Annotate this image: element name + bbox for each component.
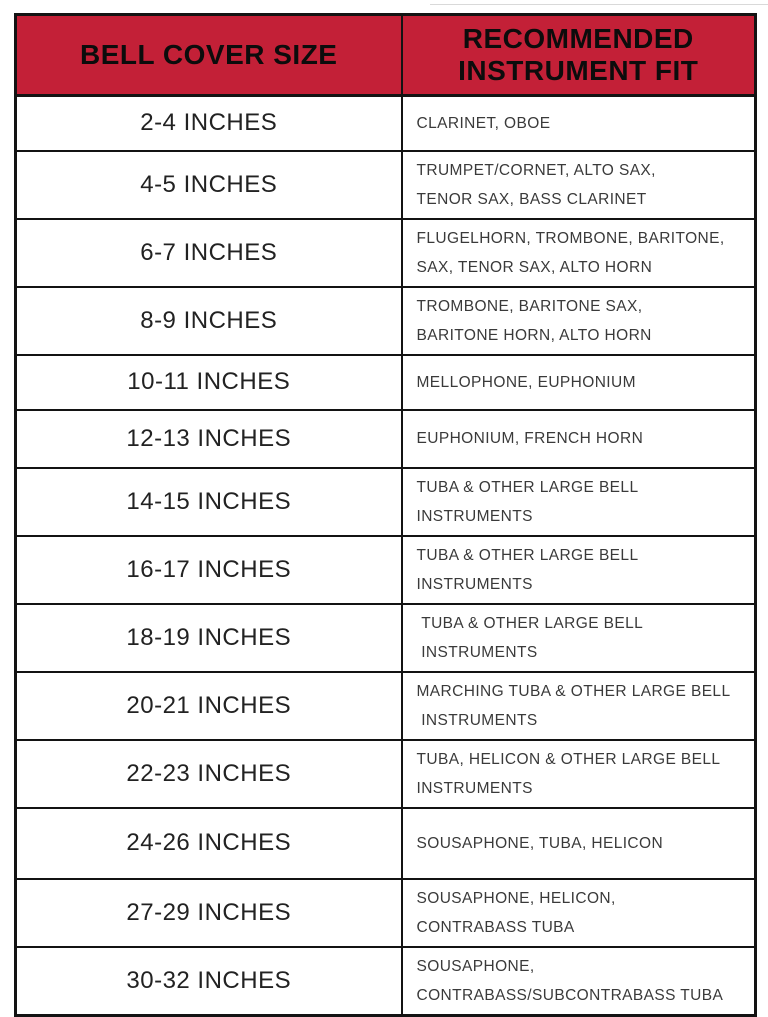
size-cell: 18-19 INCHES <box>16 604 402 672</box>
fit-line: CONTRABASS TUBA <box>416 918 575 936</box>
fit-line: MARCHING TUBA & OTHER LARGE BELL <box>416 682 731 700</box>
table-row <box>16 151 756 219</box>
table-row <box>16 355 756 410</box>
size-cell: 12-13 INCHES <box>16 410 402 468</box>
fit-line: BARITONE HORN, ALTO HORN <box>416 326 652 344</box>
fit-cell <box>402 151 756 219</box>
fit-cell <box>402 468 756 536</box>
fit-line: INSTRUMENTS <box>416 507 533 525</box>
size-cell: 20-21 INCHES <box>16 672 402 740</box>
fit-line: INSTRUMENTS <box>416 643 538 661</box>
fit-line: TRUMPET/CORNET, ALTO SAX, <box>416 161 656 179</box>
fit-line: INSTRUMENTS <box>416 575 533 593</box>
size-cell: 30-32 INCHES <box>16 947 402 1016</box>
fit-cell <box>402 287 756 355</box>
table-row <box>16 879 756 947</box>
fit-cell <box>402 879 756 947</box>
fit-cell <box>402 355 756 410</box>
fit-line: CONTRABASS/SUBCONTRABASS TUBA <box>416 986 724 1004</box>
table-row <box>16 604 756 672</box>
size-cell: 2-4 INCHES <box>16 96 402 151</box>
fit-line: TENOR SAX, BASS CLARINET <box>416 190 647 208</box>
table-row <box>16 96 756 151</box>
size-cell: 6-7 INCHES <box>16 219 402 287</box>
fit-line: TUBA & OTHER LARGE BELL <box>416 614 644 632</box>
fit-line: CLARINET, OBOE <box>416 114 551 132</box>
size-cell: 14-15 INCHES <box>16 468 402 536</box>
size-cell: 10-11 INCHES <box>16 355 402 410</box>
fit-cell <box>402 410 756 468</box>
header-cell-recommended-instrument-fit: RECOMMENDED INSTRUMENT FIT <box>402 15 756 96</box>
table-row <box>16 672 756 740</box>
table-row <box>16 468 756 536</box>
fit-line: EUPHONIUM, FRENCH HORN <box>416 430 644 447</box>
fit-line: SOUSAPHONE, TUBA, HELICON <box>416 834 664 852</box>
table-row <box>16 287 756 355</box>
fit-cell <box>402 808 756 879</box>
fit-line: SOUSAPHONE, HELICON, <box>416 889 616 907</box>
table-header <box>16 15 756 96</box>
fit-line: SAX, TENOR SAX, ALTO HORN <box>416 258 653 276</box>
size-cell: 4-5 INCHES <box>16 151 402 219</box>
fit-line: INSTRUMENTS <box>416 779 533 797</box>
size-cell: 27-29 INCHES <box>16 879 402 947</box>
table-row <box>16 536 756 604</box>
table-row <box>16 410 756 468</box>
fit-line: FLUGELHORN, TROMBONE, BARITONE, <box>416 229 725 247</box>
size-cell: 24-26 INCHES <box>16 808 402 879</box>
fit-cell <box>402 740 756 808</box>
table-row <box>16 947 756 1016</box>
fit-line: INSTRUMENTS <box>416 711 538 729</box>
table-row <box>16 740 756 808</box>
fit-line: SOUSAPHONE, <box>416 957 535 975</box>
fit-cell <box>402 219 756 287</box>
fit-cell <box>402 604 756 672</box>
fit-line: TROMBONE, BARITONE SAX, <box>416 297 643 315</box>
scan-artifact-line <box>430 4 768 5</box>
fit-cell <box>402 96 756 151</box>
size-cell: 8-9 INCHES <box>16 287 402 355</box>
size-cell: 16-17 INCHES <box>16 536 402 604</box>
size-cell: 22-23 INCHES <box>16 740 402 808</box>
header-cell-bell-cover-size: BELL COVER SIZE <box>16 15 402 96</box>
fit-cell <box>402 947 756 1016</box>
fit-cell <box>402 672 756 740</box>
table-row <box>16 219 756 287</box>
table-row <box>16 808 756 879</box>
fit-cell <box>402 536 756 604</box>
table-body <box>16 96 756 1016</box>
fit-line: TUBA & OTHER LARGE BELL <box>416 546 639 564</box>
header-row <box>16 15 756 96</box>
bell-cover-size-table <box>14 13 757 1017</box>
fit-line: MELLOPHONE, EUPHONIUM <box>416 373 636 391</box>
fit-line: TUBA & OTHER LARGE BELL <box>416 478 639 496</box>
fit-line: TUBA, HELICON & OTHER LARGE BELL <box>416 750 721 768</box>
